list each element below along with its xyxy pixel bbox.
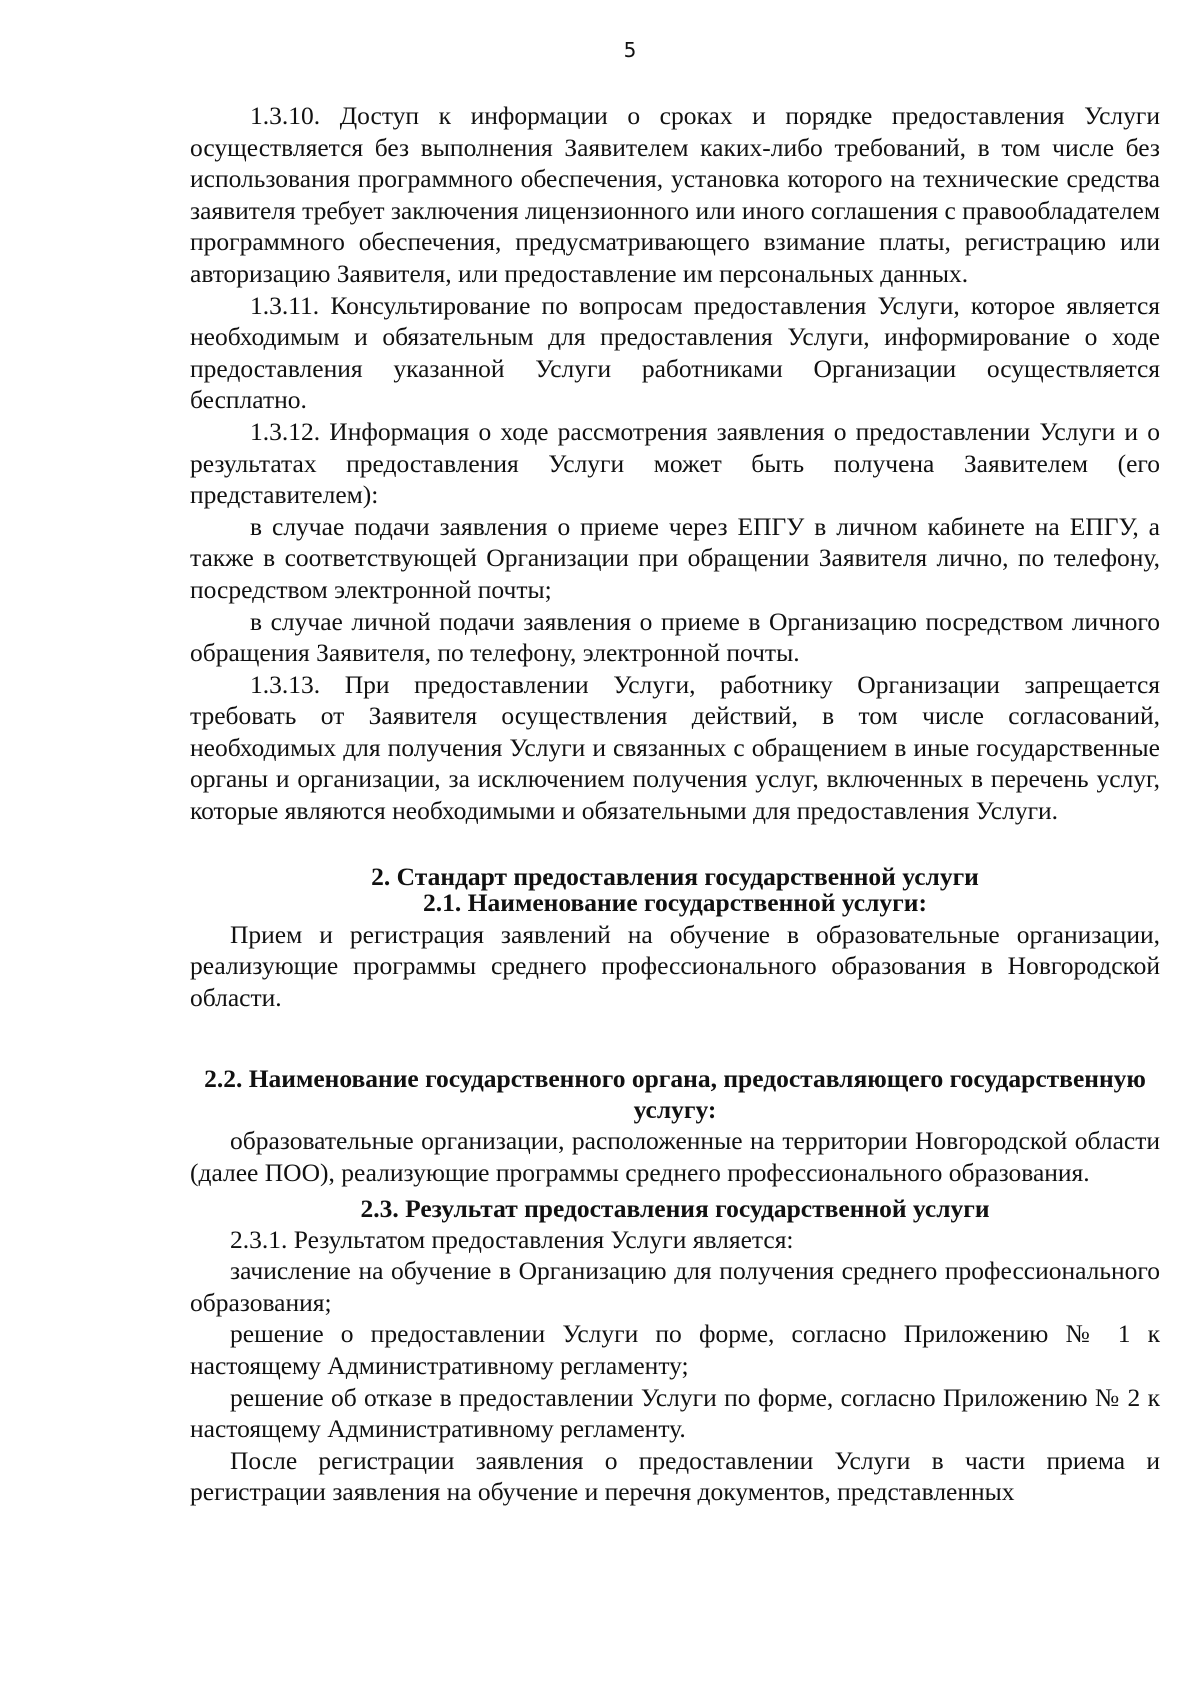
document-body (190, 100, 1160, 1508)
heading-2-1: 2.1. Наименование государственной услуги: (423, 887, 927, 917)
paragraph-2-2: образовательные организации, расположенные на территории Новгородской области (далее ПОО), реализующие программы среднего профессионального образования. (190, 1126, 1160, 1188)
paragraph-epgu: в случае подачи заявления о приеме через ЕПГУ в личном кабинете на ЕПГУ, а также в соответствующей Организации при обращении Заявителя лично, по телефону, посредством электронной почты; (190, 511, 1160, 604)
paragraph-1-3-11: 1.3.11. Консультирование по вопросам предоставления Услуги, которое является необходимым и обязательным для предоставления Услуги, информирование о ходе предоставления указанной Услуги работниками Организации осуществляется бесплатно. (190, 290, 1160, 415)
heading-2-3: 2.3. Результат предоставления государственной услуги (360, 1193, 990, 1223)
paragraph-decision-grant: решение о предоставлении Услуги по форме, согласно Приложению № 1 к настоящему Административному регламенту; (190, 1319, 1160, 1380)
page-number: 5 (623, 38, 637, 62)
paragraph-personal-submission: в случае личной подачи заявления о приеме в Организацию посредством личного обращения Заявителя, по телефону, электронной почты. (190, 606, 1160, 668)
paragraph-1-3-12: 1.3.12. Информация о ходе рассмотрения заявления о предоставлении Услуги и о результатах предоставления Услуги может быть получена Заявителем (его представителем): (190, 416, 1160, 510)
paragraph-decision-refusal: решение об отказе в предоставлении Услуги по форме, согласно Приложению № 2 к настоящему Административному регламенту. (190, 1382, 1160, 1444)
paragraph-2-1: Прием и регистрация заявлений на обучение в образовательные организации, реализующие программы среднего профессионального образования в Новгородской области. (190, 919, 1160, 1012)
paragraph-1-3-13: 1.3.13. При предоставлении Услуги, работнику Организации запрещается требовать от Заявителя осуществления действий, в том числе согласований, необходимых для получения Услуги и связанных с обращением в иные государственные органы и организации, за исключением получения услуг, включенных в перечень услуг, которые являются необходимыми и обязательными для предоставления Услуги. (190, 669, 1160, 826)
heading-section-2: 2. Стандарт предоставления государственной услуги (371, 861, 979, 891)
paragraph-1-3-10: 1.3.10. Доступ к информации о сроках и порядке предоставления Услуги осуществляется без выполнения Заявителем каких-либо требований, в том числе без использования программного обеспечения, установка которого на технические средства заявителя требует заключения лицензионного или иного соглашения с правообладателем программного обеспечения, предусматривающего взимание платы, регистрацию или авторизацию Заявителя, или предоставление им персональных данных. (190, 101, 1160, 288)
heading-2-2: 2.2. Наименование государственного органа, предоставляющего государственную услугу: (204, 1064, 1146, 1125)
paragraph-2-3-1: 2.3.1. Результатом предоставления Услуги является: (230, 1224, 794, 1254)
paragraph-enrollment: зачисление на обучение в Организацию для получения среднего профессионального образования; (190, 1256, 1160, 1317)
paragraph-after-registration: После регистрации заявления о предоставлении Услуги в части приема и регистрации заявления на обучение и перечня документов, представленных (190, 1445, 1160, 1507)
